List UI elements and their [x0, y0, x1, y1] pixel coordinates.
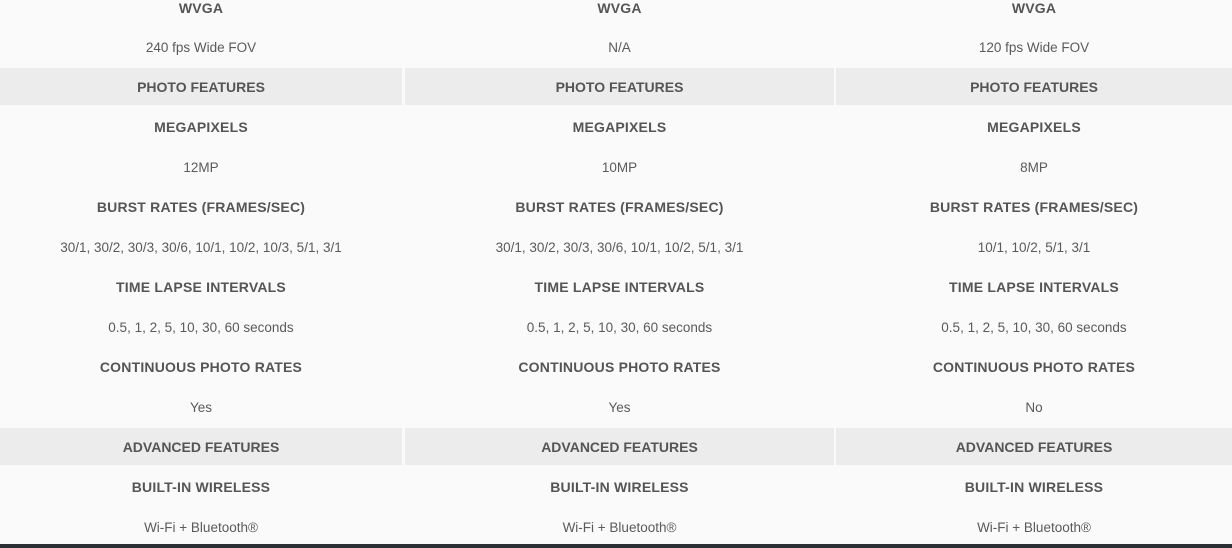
built-in-wireless-value: Wi-Fi + Bluetooth®	[562, 519, 677, 535]
continuous-photo-label: CONTINUOUS PHOTO RATES	[932, 359, 1136, 375]
megapixels-value: 12MP	[183, 159, 219, 175]
megapixels-value: 10MP	[601, 159, 638, 175]
spec-column-1	[0, 0, 402, 547]
burst-rates-label: BURST RATES (FRAMES/SEC)	[929, 199, 1139, 215]
photo-features-section-header: PHOTO FEATURES	[836, 68, 1232, 105]
built-in-wireless-value: Wi-Fi + Bluetooth®	[977, 519, 1091, 535]
burst-rates-label: BURST RATES (FRAMES/SEC)	[515, 199, 724, 215]
megapixels-value: 8MP	[1020, 159, 1048, 175]
burst-rates-value: 30/1, 30/2, 30/3, 30/6, 10/1, 10/2, 5/1, 3/1	[495, 239, 744, 255]
burst-rates-label: BURST RATES (FRAMES/SEC)	[96, 199, 306, 215]
time-lapse-label: TIME LAPSE INTERVALS	[949, 279, 1119, 295]
built-in-wireless-value: Wi-Fi + Bluetooth®	[144, 519, 258, 535]
burst-rates-value: 10/1, 10/2, 5/1, 3/1	[977, 239, 1091, 255]
continuous-photo-value: Yes	[608, 399, 631, 415]
wvga-label: WVGA	[1011, 0, 1057, 16]
photo-features-section-header: PHOTO FEATURES	[0, 68, 402, 105]
megapixels-label: MEGAPIXELS	[154, 119, 248, 135]
spec-column-2	[405, 0, 834, 547]
advanced-features-section-header: ADVANCED FEATURES	[0, 428, 402, 465]
time-lapse-label: TIME LAPSE INTERVALS	[534, 279, 705, 295]
advanced-features-section-header: ADVANCED FEATURES	[836, 428, 1232, 465]
continuous-photo-label: CONTINUOUS PHOTO RATES	[518, 359, 721, 375]
wvga-value: 120 fps Wide FOV	[978, 39, 1090, 55]
time-lapse-value: 0.5, 1, 2, 5, 10, 30, 60 seconds	[108, 319, 294, 335]
wvga-label: WVGA	[597, 0, 642, 16]
time-lapse-value: 0.5, 1, 2, 5, 10, 30, 60 seconds	[941, 319, 1127, 335]
time-lapse-value: 0.5, 1, 2, 5, 10, 30, 60 seconds	[526, 319, 713, 335]
continuous-photo-label: CONTINUOUS PHOTO RATES	[99, 359, 303, 375]
wvga-label: WVGA	[178, 0, 224, 16]
continuous-photo-value: No	[1025, 399, 1043, 415]
megapixels-label: MEGAPIXELS	[572, 119, 667, 135]
time-lapse-label: TIME LAPSE INTERVALS	[116, 279, 286, 295]
photo-features-section-header: PHOTO FEATURES	[405, 68, 834, 105]
continuous-photo-value: Yes	[189, 399, 213, 415]
wvga-value: 240 fps Wide FOV	[145, 39, 257, 55]
megapixels-label: MEGAPIXELS	[987, 119, 1081, 135]
built-in-wireless-label: BUILT-IN WIRELESS	[964, 479, 1104, 495]
footer-image-strip	[0, 544, 1232, 548]
advanced-features-section-header: ADVANCED FEATURES	[405, 428, 834, 465]
burst-rates-value: 30/1, 30/2, 30/3, 30/6, 10/1, 10/2, 10/3, 5/1, 3/1	[60, 239, 342, 255]
wvga-value: N/A	[608, 39, 631, 55]
built-in-wireless-label: BUILT-IN WIRELESS	[550, 479, 689, 495]
built-in-wireless-label: BUILT-IN WIRELESS	[131, 479, 271, 495]
spec-column-3	[836, 0, 1232, 547]
